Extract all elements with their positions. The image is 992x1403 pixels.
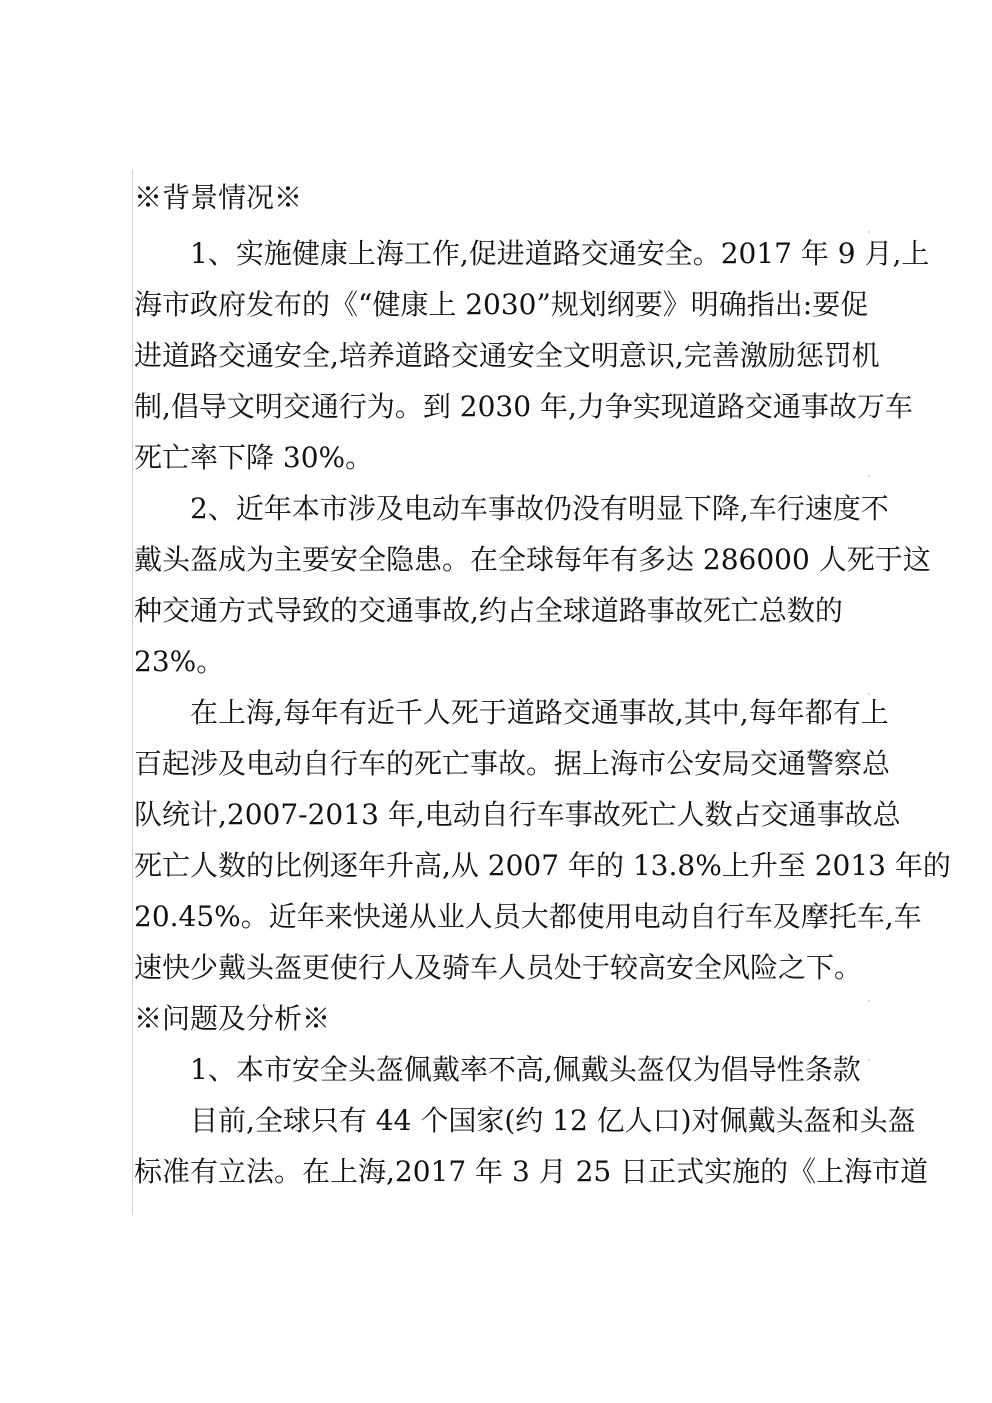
paragraph-line: 2、近年本市涉及电动车事故仍没有明显下降,车行速度不 xyxy=(190,492,889,525)
paragraph-line: 在上海,每年有近千人死于道路交通事故,其中,每年都有上 xyxy=(190,696,889,729)
section-heading-analysis: ※问题及分析※ xyxy=(134,1002,331,1035)
left-margin-rule xyxy=(132,170,133,1215)
paragraph-line: 死亡人数的比例逐年升高,从 2007 年的 13.8%上升至 2013 年的 xyxy=(134,849,951,882)
section-heading-background: ※背景情况※ xyxy=(134,181,303,214)
paragraph-line: 海市政府发布的《“健康上 2030”规划纲要》明确指出:要促 xyxy=(134,288,869,321)
right-margin-dot xyxy=(868,475,870,477)
paragraph-line: 种交通方式导致的交通事故,约占全球道路事故死亡总数的 xyxy=(134,594,843,627)
paragraph-line: 百起涉及电动自行车的死亡事故。据上海市公安局交通警察总 xyxy=(134,747,891,780)
paragraph-line: 1、实施健康上海工作,促进道路交通安全。2017 年 9 月,上 xyxy=(190,237,930,270)
paragraph-line: 目前,全球只有 44 个国家(约 12 亿人口)对佩戴头盔和头盔 xyxy=(190,1104,916,1137)
paragraph-line: 20.45%。近年来快递从业人员大都使用电动自行车及摩托车,车 xyxy=(134,900,922,933)
paragraph-line: 队统计,2007-2013 年,电动自行车事故死亡人数占交通事故总 xyxy=(134,798,901,831)
paragraph-line: 戴头盔成为主要安全隐患。在全球每年有多达 286000 人死于这 xyxy=(134,543,931,576)
paragraph-line: 标准有立法。在上海,2017 年 3 月 25 日正式实施的《上海市道 xyxy=(134,1155,929,1188)
paragraph-line: 进道路交通安全,培养道路交通安全文明意识,完善激励惩罚机 xyxy=(134,339,880,372)
right-margin-dot xyxy=(868,1059,870,1061)
paragraph-line: 制,倡导文明交通行为。到 2030 年,力争实现道路交通事故万车 xyxy=(134,390,913,423)
paragraph-line: 速快少戴头盔更使行人及骑车人员处于较高安全风险之下。 xyxy=(134,951,863,984)
paragraph-line: 死亡率下降 30%。 xyxy=(134,441,374,474)
right-margin-dot xyxy=(868,1000,870,1002)
paragraph-line: 1、本市安全头盔佩戴率不高,佩戴头盔仅为倡导性条款 xyxy=(190,1053,861,1086)
paragraph-line: 23%。 xyxy=(134,645,225,678)
